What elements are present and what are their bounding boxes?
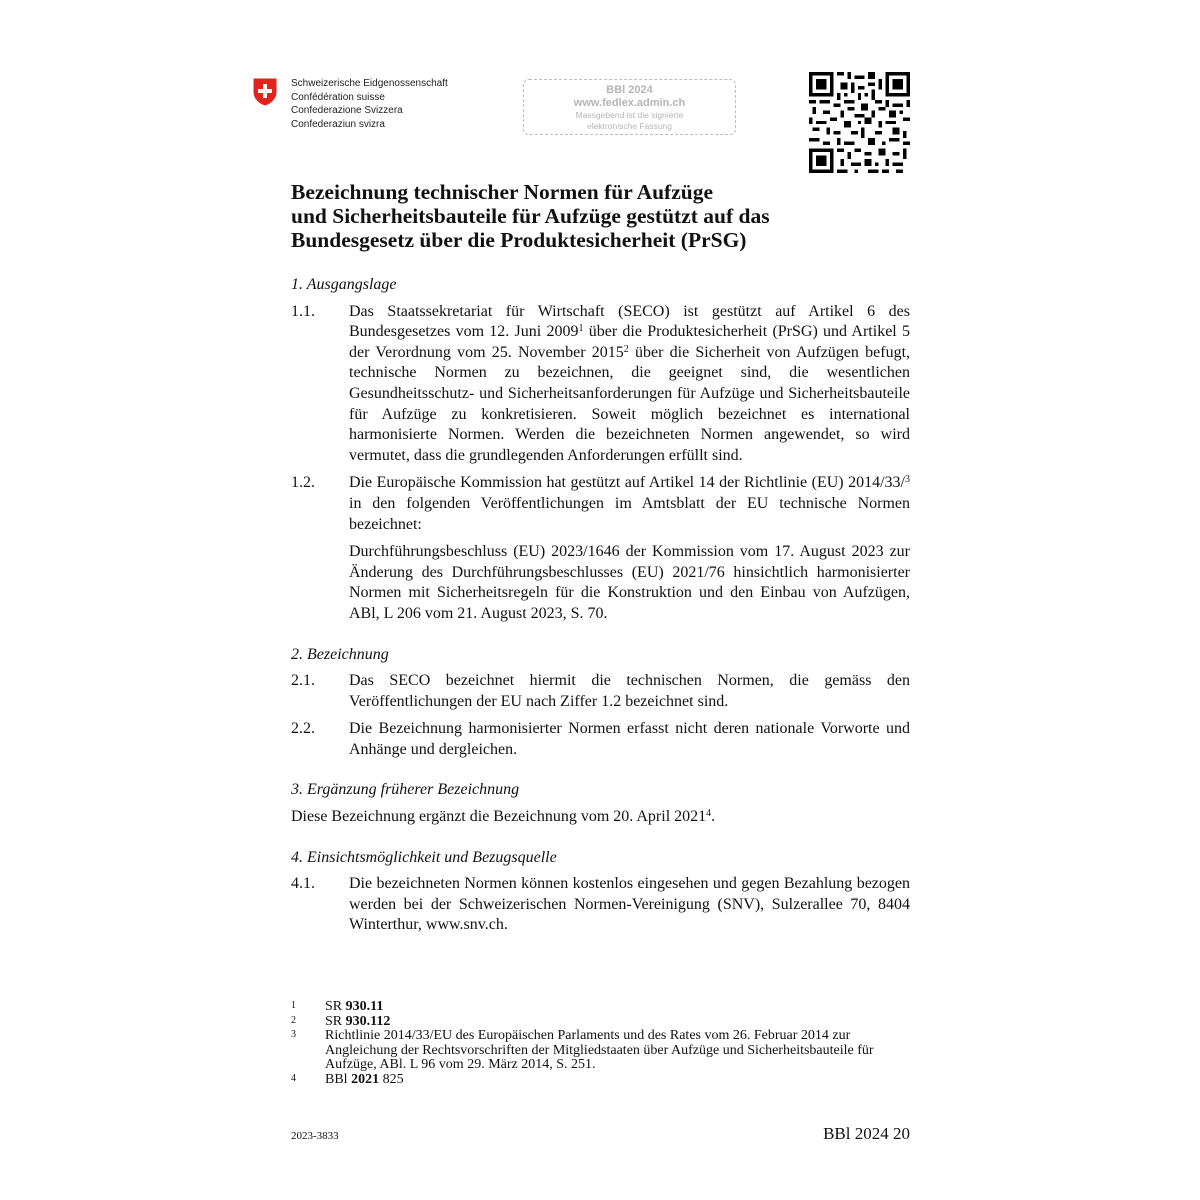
qr-code-icon (809, 72, 910, 173)
agency-name-block (291, 77, 448, 131)
paragraph-text (349, 473, 910, 535)
fedlex-stamp (523, 79, 736, 135)
title-line-1: Bezeichnung technischer Normen für Aufzüge (291, 180, 714, 204)
footnote-1 (291, 1000, 910, 1015)
footnote-ref-1[interactable]: 1 (578, 323, 584, 335)
text-segment: Diese Bezeichnung ergänzt die Bezeichnung vom 20. April 2021 (291, 808, 707, 826)
text-segment: in den folgenden Veröffentlichungen im Amtsblatt der EU technische Normen bezeichnet: (349, 494, 910, 533)
text-segment: Die Europäische Kommission hat gestützt auf Artikel 14 der Richtlinie (EU) 2014/33/ (349, 474, 905, 492)
paragraph-number: 4.1. (291, 875, 315, 893)
footnote-ref-3[interactable]: 3 (905, 474, 910, 486)
sr-number: 930.112 (345, 1013, 391, 1029)
footnote-number: 4 (291, 1072, 296, 1084)
paragraph-number: 2.2. (291, 720, 315, 738)
text-segment: BBl (325, 1071, 352, 1087)
footnote-3 (291, 1029, 910, 1073)
paragraph-text (349, 302, 910, 467)
footnote-number: 3 (291, 1029, 296, 1040)
title-line-2: und Sicherheitsbauteile für Aufzüge gestützt auf das (291, 204, 770, 228)
paragraph-number: 2.1. (291, 672, 315, 690)
title-line-3: Bundesgesetz über die Produktesicherheit (PrSG) (291, 228, 747, 252)
footnote-4 (291, 1073, 910, 1088)
document-body (291, 275, 910, 936)
agency-line-fr: Confédération suisse (291, 91, 385, 103)
stamp-line-3: Massgebend ist die signierte (575, 110, 684, 120)
footnote-2 (291, 1015, 910, 1030)
page-reference: BBl 2024 20 (823, 1124, 910, 1143)
agency-line-de: Schweizerische Eidgenossenschaft (291, 78, 448, 89)
footnote-text (325, 1073, 910, 1088)
document-title (291, 180, 911, 252)
stamp-line-1: BBl 2024 (606, 84, 653, 96)
document-code: 2023-3833 (291, 1130, 339, 1142)
paragraph-2-1 (291, 671, 910, 712)
sr-number: 930.11 (345, 999, 384, 1014)
paragraph-text: Die bezeichneten Normen können kostenlos eingesehen und gegen Bezahlung bezogen werden bei der Schweizerischen Normen-Vereinigung (SNV), Sulzerallee 70, 8404 Winterthur, www.snv.ch. (349, 875, 910, 934)
quoted-decision: Durchführungsbeschluss (EU) 2023/1646 der Kommission vom 17. August 2023 zur Änderung des Durchführungsbeschlusses (EU) 2021/76 hinsichtlich harmonisierter Normen mit Sicherheitsregeln für die Konstruktion und den Einbau von Aufzügen, ABl, L 206 vom 21. August 2023, S. 70. (349, 543, 910, 622)
section-heading-2: 2. Bezeichnung (291, 645, 389, 663)
paragraph-text: Das SECO bezeichnet hiermit die technischen Normen, die gemäss den Veröffentlichungen der EU nach Ziffer 1.2 bezeichnet sind. (349, 672, 910, 710)
agency-line-it: Confederazione Svizzera (291, 105, 403, 116)
section-heading-1: 1. Ausgangslage (291, 276, 397, 293)
bbl-year: 2021 (351, 1071, 380, 1087)
footnote-number: 2 (291, 1014, 296, 1026)
stamp-line-4: elektronische Fassung (586, 121, 673, 131)
text-segment: über die Sicherheit von Aufzügen befugt, technische Normen zu bezeichnen, die geeignet sind, die wesentlichen Gesundheitsschutz- und Sicherheitsanforderungen für Aufzüge und Sicherheitsbauteile für Aufzüge zu konkretisieren. Soweit möglich bezeichnet es international harmonisierte Normen. Werden die bezeichneten Normen angewendet, so wird vermutet, dass die grundlegenden Anforderungen erfüllt sind. (349, 343, 911, 464)
text-segment: . (711, 808, 716, 826)
paragraph-text: Die Bezeichnung harmonisierter Normen erfasst nicht deren nationale Vorworte und Anhänge und dergleichen. (349, 720, 910, 758)
swiss-crest-icon (253, 78, 277, 106)
footnotes (291, 1000, 910, 1087)
paragraph-number: 1.2. (291, 474, 315, 492)
paragraph-1-2 (291, 473, 910, 535)
footnote-number: 1 (291, 1000, 296, 1011)
text-segment: 825 (379, 1071, 404, 1087)
paragraph-number: 1.1. (291, 302, 315, 320)
footnote-text: Richtlinie 2014/33/EU des Europäischen Parlaments und des Rates vom 26. Februar 2014 zur Angleichung der Rechtsvorschriften der Mitgliedstaaten über Aufzüge und Sicherheitsbauteile für Aufzüge, ABl. L 96 vom 29. März 2014, S. 251. (325, 1028, 874, 1072)
text-segment: SR (325, 1013, 346, 1029)
paragraph-1-1 (291, 302, 910, 467)
text-segment: SR (325, 999, 346, 1014)
text-segment: über die Produktesicherheit (PrSG) und Artikel 5 der Verordnung vom 25. November 2015 (349, 323, 911, 361)
stamp-line-2: www.fedlex.admin.ch (573, 97, 686, 109)
agency-line-rm: Confederaziun svizra (291, 118, 385, 130)
paragraph-4-1 (291, 874, 910, 936)
footnote-ref-4[interactable]: 4 (706, 808, 712, 820)
section-heading-4: 4. Einsichtsmöglichkeit und Bezugsquelle (291, 848, 557, 866)
footnote-text (325, 1015, 910, 1030)
section-heading-3: 3. Ergänzung früherer Bezeichnung (291, 781, 520, 799)
paragraph-3 (291, 807, 910, 828)
paragraph-2-2 (291, 719, 910, 760)
text-segment: Das Staatssekretariat für Wirtschaft (SECO) ist gestützt auf Artikel 6 des Bundesgesetzes vom 12. Juni 2009 (349, 302, 910, 341)
footnote-text (325, 1000, 910, 1015)
footnote-ref-2[interactable]: 2 (623, 343, 629, 355)
